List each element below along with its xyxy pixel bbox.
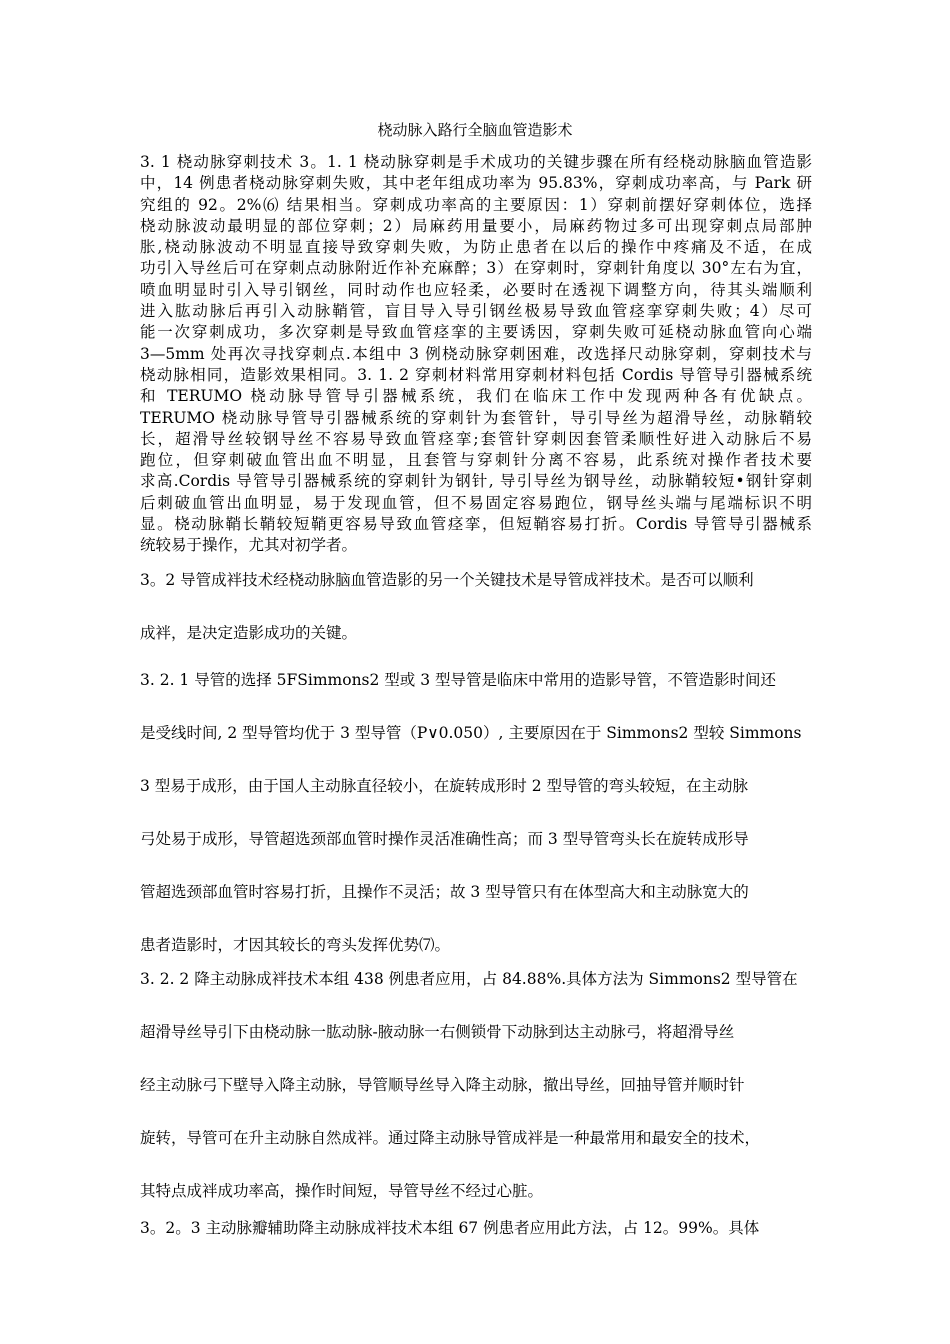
- text-line: 弓处易于成形，导管超选颈部血管时操作灵活准确性高；而 3 型导管弯头长在旋转成形导: [140, 830, 749, 848]
- text-line: 中，14 例患者桡动脉穿刺失败，其中老年组成功率为 95.83%，穿刺成功率高，与 Park 研: [140, 174, 812, 193]
- text-line: 旋转，导管可在升主动脉自然成袢。通过降主动脉导管成袢是一种最常用和最安全的技术，: [140, 1129, 761, 1147]
- text-line: 能一次穿刺成功，多次穿刺是导致血管痉挛的主要诱因，穿刺失败可延桡动脉血管向心端: [140, 323, 812, 342]
- text-line: 管超选颈部血管时容易打折，且操作不灵活；故 3 型导管只有在体型高大和主动脉宽大的: [140, 883, 749, 901]
- text-line: 后刺破血管出血明显，易于发现血管，但不易固定容易跑位，钢导丝头端与尾端标识不明: [140, 493, 812, 512]
- text-line: 其特点成袢成功率高，操作时间短，导管导丝不经过心脏。: [140, 1182, 544, 1200]
- text-line: 功引入导丝后可在穿刺点动脉附近作补充麻醉；3）在穿刺时，穿刺针角度以 30°左右为宜，: [140, 259, 812, 278]
- text-line: 3。2 导管成袢技术经桡动脉脑血管造影的另一个关键技术是导管成袢技术。是否可以顺利: [140, 571, 754, 589]
- text-line: TERUMO 桡动脉导管导引器械系统的穿刺针为套管针，导引导丝为超滑导丝，动脉鞘较: [140, 408, 812, 427]
- text-line: 3. 2. 2 降主动脉成袢技术本组 438 例患者应用，占 84.88%.具体方法为 Simmons2 型导管在: [140, 970, 798, 988]
- text-line: 3。2。3 主动脉瓣辅助降主动脉成袢技术本组 67 例患者应用此方法，占 12。99%。具体: [140, 1219, 760, 1237]
- text-line: 长，超滑导丝较钢导丝不容易导致血管痉挛;套管针穿刺因套管柔顺性好进入动脉后不易: [140, 429, 812, 448]
- text-line: 3. 2. 1 导管的选择 5FSimmons2 型或 3 型导管是临床中常用的造影导管，不管造影时间还: [140, 671, 777, 689]
- text-line: 成袢，是决定造影成功的关键。: [140, 624, 358, 642]
- text-line: 和 TERUMO 桡动脉导管导引器械系统，我们在临床工作中发现两种各有优缺点。: [140, 387, 812, 406]
- text-line: 经主动脉弓下壁导入降主动脉，导管顺导丝导入降主动脉，撤出导丝，回抽导管并顺时针: [140, 1076, 745, 1094]
- text-line: 统较易于操作，尤其对初学者。: [140, 536, 358, 555]
- text-line: 喷血明显时引入导引钢丝，同时动作也应轻柔，必要时在透视下调整方向，待其头端顺利: [140, 280, 812, 299]
- text-line: 超滑导丝导引下由桡动脉一肱动脉-腋动脉一右侧锁骨下动脉到达主动脉弓，将超滑导丝: [140, 1023, 735, 1041]
- text-line: 3 型易于成形，由于国人主动脉直径较小，在旋转成形时 2 型导管的弯头较短，在主动脉: [140, 777, 749, 795]
- text-line: 桡动脉波动最明显的部位穿刺；2）局麻药用量要小，局麻药物过多可出现穿刺点局部肿: [140, 216, 812, 235]
- section-3-2-paragraph: [140, 569, 812, 644]
- section-3-2-2-paragraph: [140, 968, 812, 1202]
- text-line: 3. 1 桡动脉穿刺技术 3。1. 1 桡动脉穿刺是手术成功的关键步骤在所有经桡动脉脑血管造影: [140, 153, 812, 171]
- text-line: 求高.Cordis 导管导引器械系统的穿刺针为钢针, 导引导丝为钢导丝，动脉鞘较短•钢针穿刺: [140, 472, 812, 491]
- text-line: 是受线时间, 2 型导管均优于 3 型导管（P∨0.050）, 主要原因在于 Simmons2 型较 Simmons: [140, 724, 802, 742]
- text-line: 胀,桡动脉波动不明显直接导致穿刺失败，为防止患者在以后的操作中疼痛及不适，在成: [140, 238, 812, 257]
- text-line: 桡动脉相同，造影效果相同。3. 1. 2 穿刺材料常用穿刺材料包括 Cordis 导管导引器械系统: [140, 365, 812, 384]
- text-line: 显。桡动脉鞘长鞘较短鞘更容易导致血管痉挛，但短鞘容易打折。Cordis 导管导引器械系: [140, 515, 812, 534]
- text-line: 究组的 92。2%⑹ 结果相当。穿刺成功率高的主要原因：1）穿刺前摆好穿刺体位，选择: [140, 195, 812, 214]
- document-title: 桡动脉入路行全脑血管造影术: [377, 121, 573, 139]
- text-line: 进入肱动脉后再引入动脉鞘管，盲目导入导引钢丝极易导致血管痉挛穿刺失败；4）尽可: [140, 302, 812, 321]
- text-line: 3—5mm 处再次寻找穿刺点.本组中 3 例桡动脉穿刺困难，改选择尺动脉穿刺，穿刺技术与: [140, 344, 812, 363]
- section-3-1-paragraph: [140, 152, 812, 557]
- text-line: 患者造影时，才因其较长的弯头发挥优势⑺。: [140, 936, 451, 954]
- section-3-2-1-paragraph: [140, 669, 812, 956]
- text-line: 跑位，但穿刺破血管出血不明显，且套管与穿刺针分离不容易，此系统对操作者技术要: [140, 451, 812, 470]
- section-3-2-3-paragraph: [140, 1217, 812, 1239]
